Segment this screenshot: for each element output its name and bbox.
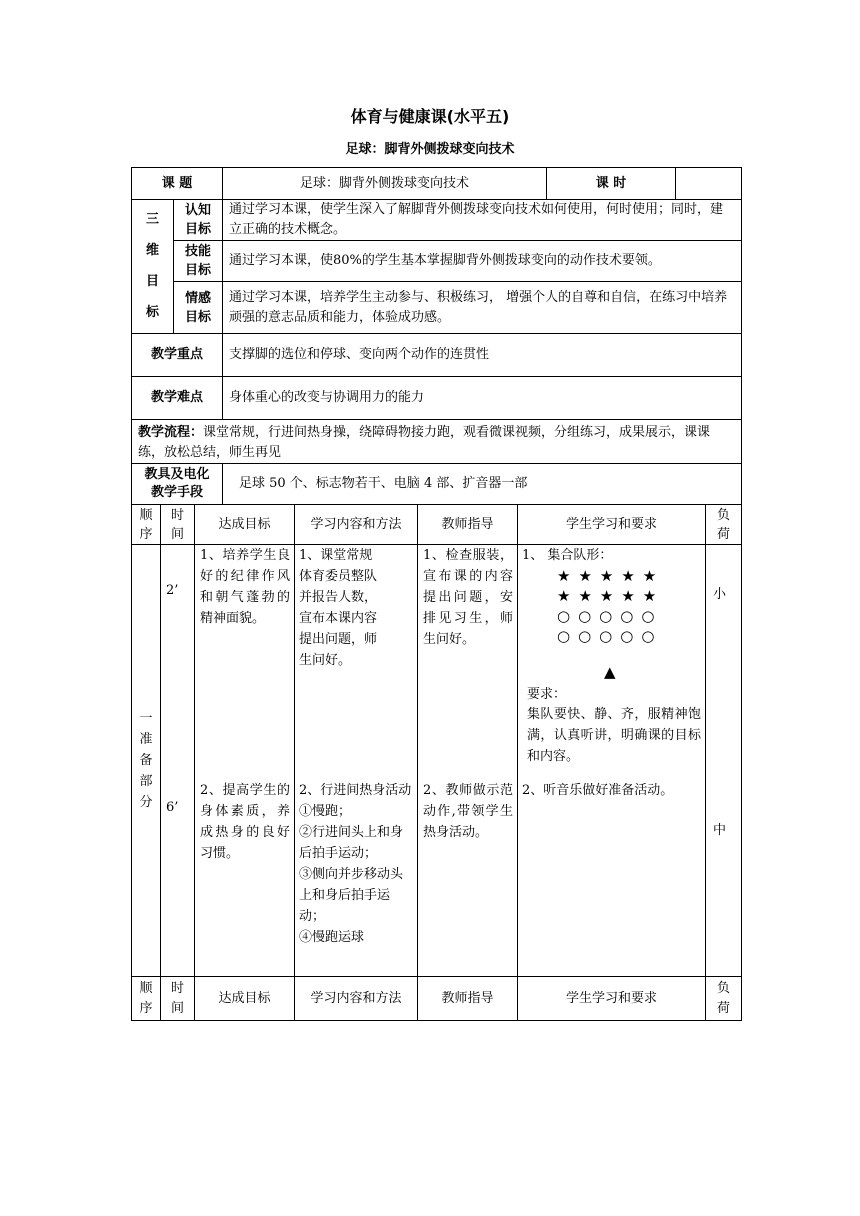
skill-goal-label: 技能 目标 — [173, 240, 223, 282]
row2-teacher: 2、教师做示范动作,带领学生热身活动。 — [423, 783, 513, 840]
row2-student: 2、听音乐做好准备活动。 — [522, 783, 674, 798]
focus-label: 教学重点 — [131, 333, 223, 377]
hours-label: 课 时 — [546, 167, 676, 200]
cognitive-goal-text — [222, 199, 742, 241]
emotion-goal-label: 情感 目标 — [173, 281, 223, 334]
formation-row-stars-2: ★★★★★ — [557, 587, 665, 605]
equipment-text — [222, 463, 742, 505]
load-column — [705, 544, 742, 977]
row1-student-title: 1、 集合队形： — [522, 548, 613, 563]
formation-row-stars-1: ★★★★★ — [557, 567, 665, 585]
focus-text — [222, 333, 742, 377]
focus-content: 支撑脚的选位和停球、变向两个动作的连贯性 — [229, 347, 490, 362]
process-label: 教学流程： — [138, 425, 204, 440]
row1-load: 小 — [713, 587, 727, 602]
header-student: 学生学习和要求 — [517, 504, 706, 545]
footer-header-load: 负 荷 — [705, 976, 742, 1021]
emotion-goal-text — [222, 281, 742, 334]
hours-value — [675, 167, 742, 200]
row1-student-req: 集队要快、静、齐，服精神饱满，认真听讲，明确课的目标和内容。 — [527, 707, 701, 764]
footer-header-order: 顺 序 — [131, 976, 161, 1021]
goals-label-char: 目 — [145, 274, 159, 290]
teacher-position-icon: ▲ — [604, 663, 616, 681]
footer-header-content: 学习内容和方法 — [294, 976, 418, 1021]
row2-goal: 2、提高学生的身体素质，养成热身的良好习惯。 — [200, 783, 290, 861]
goals-label-char: 维 — [145, 242, 159, 258]
footer-header-teacher: 教师指导 — [417, 976, 518, 1021]
process-text: 课堂常规，行进间热身操，绕障碍物接力跑，观看微课视频，分组练习，成果展示，课课练，放松总结，师生再见 — [138, 425, 711, 460]
emotion-goal-content: 通过学习本课，培养学生主动参与、积极练习， 增强个人的自尊和自信，在练习中培养顽强的意志品质和能力，体验成功感。 — [229, 289, 728, 325]
difficulty-label: 教学难点 — [131, 376, 223, 420]
formation-row-circles-2: ○○○○○ — [557, 627, 663, 645]
cognitive-goal-label: 认知 目标 — [173, 199, 223, 241]
header-time: 时 间 — [160, 504, 195, 545]
skill-goal-text — [222, 240, 742, 282]
goals-label-char: 三 — [145, 211, 159, 227]
row1-content: 1、课堂常规 体育委员整队 并报告人数， 宣布本课内容 提出问题，师 生问好。 — [299, 548, 378, 668]
document-title: 体育与健康课(水平五) — [350, 107, 510, 126]
goals-group-label — [131, 199, 174, 334]
footer-header-goal: 达成目标 — [194, 976, 295, 1021]
formation-row-circles-1: ○○○○○ — [557, 607, 663, 625]
goals-label-char: 标 — [145, 305, 159, 321]
equipment-label: 教具及电化 教学手段 — [131, 463, 223, 505]
cognitive-goal-content: 通过学习本课，使学生深入了解脚背外侧拨球变向技术如何使用，何时使用；同时，建立正确的技术概念。 — [229, 202, 724, 237]
header-goal: 达成目标 — [194, 504, 295, 545]
footer-header-time: 时 间 — [160, 976, 195, 1021]
section-name: 一 准 备 部 分 — [131, 544, 161, 977]
row1-goal: 1、培养学生良好的纪律作风和朝气蓬勃的精神面貌。 — [200, 548, 290, 626]
skill-goal-content: 通过学习本课，使80%的学生基本掌握脚背外侧拨球变向的动作技术要领。 — [229, 253, 661, 268]
difficulty-text — [222, 376, 742, 420]
header-teacher: 教师指导 — [417, 504, 518, 545]
process-row — [131, 419, 742, 464]
row1-teacher: 1、检查服装，宣布课的内容提出问题，安排见习生，师生问好。 — [423, 548, 513, 647]
document-subtitle: 足球：脚背外侧拨球变向技术 — [345, 142, 515, 157]
topic-label: 课 题 — [131, 167, 223, 200]
row1-student-req-label: 要求： — [527, 687, 567, 702]
header-order: 顺 序 — [131, 504, 161, 545]
row2-load: 中 — [713, 823, 727, 838]
topic-value: 足球：脚背外侧拨球变向技术 — [222, 167, 547, 200]
difficulty-content: 身体重心的改变与协调用力的能力 — [229, 390, 425, 405]
equipment-content: 足球 50 个、标志物若干、电脑 4 部、扩音器一部 — [239, 476, 528, 491]
footer-header-student: 学生学习和要求 — [517, 976, 706, 1021]
header-load: 负 荷 — [705, 504, 742, 545]
row2-time: 6’ — [166, 800, 179, 815]
time-column — [160, 544, 195, 977]
header-content: 学习内容和方法 — [294, 504, 418, 545]
row1-time: 2’ — [166, 583, 179, 598]
row2-content: 2、行进间热身活动 ①慢跑； ②行进间头上和身后拍手运动； ③侧向并步移动头上和身后拍手运动； ④慢跑运球 — [299, 783, 412, 945]
